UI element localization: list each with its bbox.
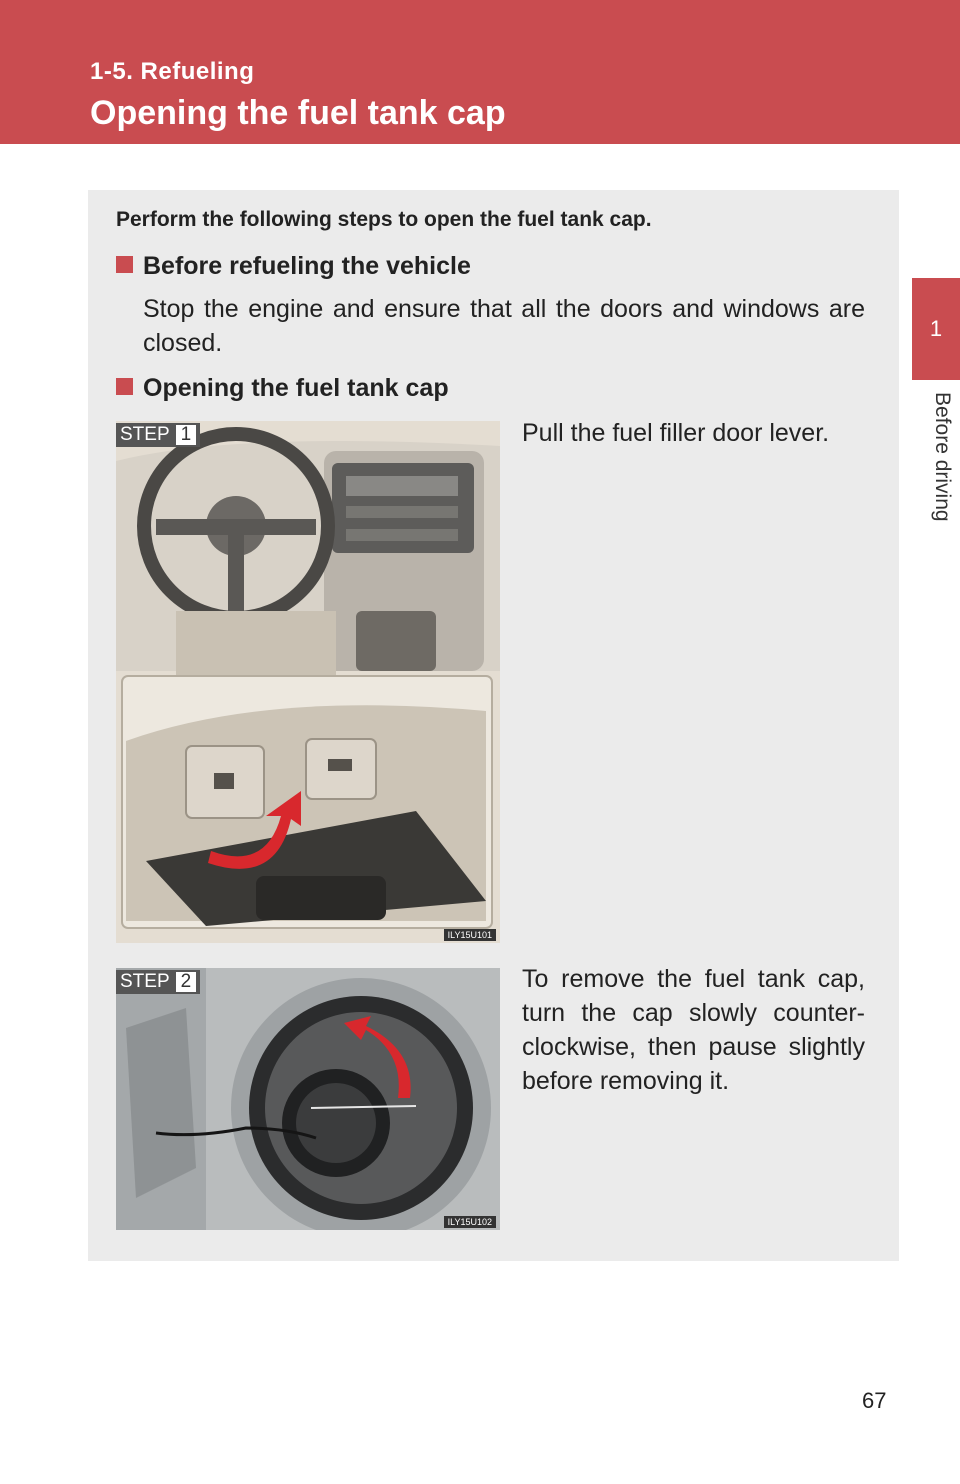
step-number: 1 bbox=[176, 425, 197, 445]
step2-badge bbox=[116, 970, 200, 994]
bullet-square-icon bbox=[116, 256, 133, 273]
subheading-opening-cap bbox=[116, 374, 449, 403]
step2-figure bbox=[116, 968, 500, 1230]
chapter-tab[interactable] bbox=[912, 278, 960, 380]
figure-code: ILY15U101 bbox=[444, 929, 496, 941]
step2-text: To remove the fuel tank cap, turn the cap slowly counter-clockwise, then pause slightly before removing it. bbox=[522, 965, 865, 1095]
bullet-square-icon bbox=[116, 378, 133, 395]
before-refueling-text: Stop the engine and ensure that all the doors and windows are closed. bbox=[143, 295, 865, 357]
page-number: 67 bbox=[862, 1388, 887, 1413]
chapter-number: 1 bbox=[929, 316, 943, 341]
step-number: 2 bbox=[176, 972, 197, 992]
figure-code: ILY15U102 bbox=[444, 1216, 496, 1228]
step1-badge bbox=[116, 423, 200, 447]
subheading-text: Opening the fuel tank cap bbox=[143, 374, 449, 402]
section-label: 1-5. Refueling bbox=[90, 58, 255, 85]
step-label: STEP bbox=[120, 424, 170, 445]
step1-figure bbox=[116, 421, 500, 943]
subheading-before-refueling bbox=[116, 252, 471, 281]
subheading-text: Before refueling the vehicle bbox=[143, 252, 471, 280]
dashboard-illustration bbox=[116, 421, 500, 943]
fuel-cap-illustration bbox=[116, 968, 500, 1230]
intro-text: Perform the following steps to open the fuel tank cap. bbox=[116, 208, 652, 231]
step-label: STEP bbox=[120, 971, 170, 992]
page-header bbox=[0, 0, 960, 144]
page-title: Opening the fuel tank cap bbox=[90, 94, 506, 132]
step1-text: Pull the fuel filler door lever. bbox=[522, 419, 830, 447]
chapter-label: Before driving bbox=[931, 392, 954, 522]
